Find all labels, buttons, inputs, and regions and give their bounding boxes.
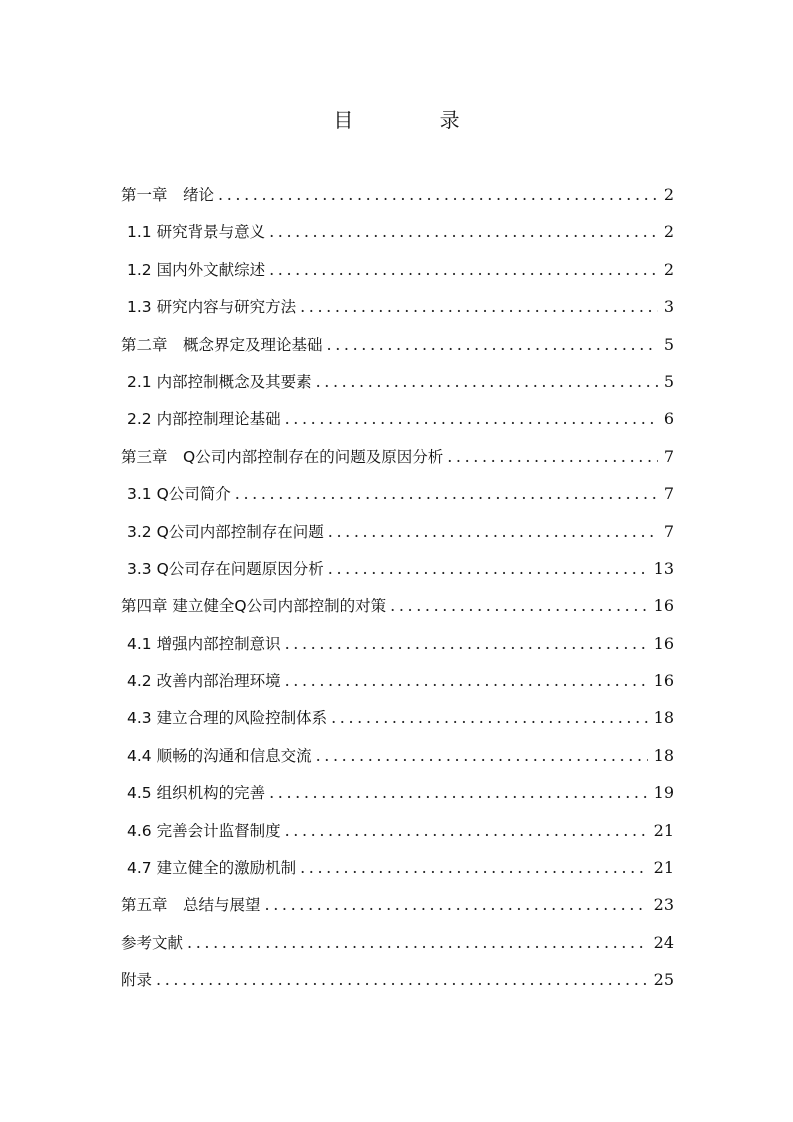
toc-entry-label: 第五章 总结与展望 — [121, 896, 261, 915]
toc-entry-label: 1.3 研究内容与研究方法 — [127, 298, 297, 317]
toc-dot-leader — [156, 961, 648, 998]
toc-page-number: 6 — [663, 409, 674, 429]
toc-entry-label: 2.2 内部控制理论基础 — [127, 410, 281, 429]
toc-dot-leader — [328, 550, 648, 587]
toc-section-entry[interactable] — [121, 812, 674, 849]
toc-dot-leader — [300, 849, 648, 886]
toc-entry-label: 2.1 内部控制概念及其要素 — [127, 372, 312, 391]
toc-entry-label: 第四章 建立健全Q公司内部控制的对策 — [121, 597, 387, 616]
toc-entry-label: 4.6 完善会计监督制度 — [127, 821, 281, 840]
toc-entry-label: 4.5 组织机构的完善 — [127, 784, 266, 803]
toc-entry-label: 参考文献 — [121, 933, 184, 952]
toc-page-number: 7 — [663, 484, 674, 504]
toc-dot-leader — [235, 475, 658, 512]
table-of-contents — [121, 176, 674, 999]
toc-dot-leader — [316, 363, 658, 400]
toc-page-number: 5 — [663, 371, 674, 391]
toc-dot-leader — [269, 251, 658, 288]
toc-page-number: 2 — [663, 259, 674, 279]
toc-dot-leader — [390, 587, 648, 624]
toc-dot-leader — [316, 737, 648, 774]
toc-dot-leader — [327, 326, 658, 363]
toc-section-entry[interactable] — [121, 699, 674, 736]
toc-chapter-entry[interactable] — [121, 924, 674, 961]
toc-dot-leader — [447, 438, 658, 475]
toc-section-entry[interactable] — [121, 550, 674, 587]
toc-page-number: 23 — [653, 895, 674, 915]
toc-section-entry[interactable] — [121, 400, 674, 437]
toc-page-number: 21 — [653, 820, 674, 840]
toc-entry-label: 4.2 改善内部治理环境 — [127, 672, 281, 691]
toc-dot-leader — [265, 886, 648, 923]
toc-section-entry[interactable] — [121, 213, 674, 250]
toc-dot-leader — [285, 812, 648, 849]
toc-entry-label: 4.3 建立合理的风险控制体系 — [127, 709, 328, 728]
toc-section-entry[interactable] — [121, 625, 674, 662]
toc-entry-label: 第二章 概念界定及理论基础 — [121, 335, 323, 354]
toc-section-entry[interactable] — [121, 251, 674, 288]
toc-entry-label: 4.1 增强内部控制意识 — [127, 634, 281, 653]
toc-dot-leader — [218, 176, 658, 213]
toc-page-number: 7 — [663, 521, 674, 541]
toc-page-number: 16 — [653, 633, 674, 653]
toc-page-number: 16 — [653, 596, 674, 616]
toc-chapter-entry[interactable] — [121, 438, 674, 475]
toc-dot-leader — [331, 699, 648, 736]
toc-chapter-entry[interactable] — [121, 587, 674, 624]
toc-chapter-entry[interactable] — [121, 326, 674, 363]
toc-entry-label: 1.1 研究背景与意义 — [127, 223, 266, 242]
toc-dot-leader — [269, 774, 648, 811]
toc-chapter-entry[interactable] — [121, 886, 674, 923]
toc-dot-leader — [328, 513, 658, 550]
toc-page-number: 13 — [653, 558, 674, 578]
toc-section-entry[interactable] — [121, 288, 674, 325]
toc-section-entry[interactable] — [121, 774, 674, 811]
toc-dot-leader — [285, 400, 658, 437]
toc-page-number: 24 — [653, 932, 674, 952]
toc-page-number: 18 — [653, 708, 674, 728]
toc-page-number: 21 — [653, 858, 674, 878]
toc-entry-label: 4.7 建立健全的激励机制 — [127, 859, 297, 878]
toc-entry-label: 第三章 Q公司内部控制存在的问题及原因分析 — [121, 447, 444, 466]
toc-page-number: 18 — [653, 745, 674, 765]
toc-entry-label: 3.3 Q公司存在问题原因分析 — [127, 559, 324, 578]
toc-entry-label: 附录 — [121, 971, 153, 990]
toc-entry-label: 3.1 Q公司简介 — [127, 485, 231, 504]
toc-section-entry[interactable] — [121, 737, 674, 774]
toc-section-entry[interactable] — [121, 662, 674, 699]
toc-page-number: 5 — [663, 334, 674, 354]
toc-entry-label: 第一章 绪论 — [121, 186, 215, 204]
toc-page-number: 19 — [653, 783, 674, 803]
toc-page-number: 3 — [663, 297, 674, 317]
toc-page-number: 7 — [663, 446, 674, 466]
toc-section-entry[interactable] — [121, 513, 674, 550]
toc-entry-label: 3.2 Q公司内部控制存在问题 — [127, 522, 324, 541]
toc-dot-leader — [187, 924, 648, 961]
toc-page-number: 25 — [653, 970, 674, 990]
toc-page-number: 16 — [653, 671, 674, 691]
toc-entry-label: 1.2 国内外文献综述 — [127, 260, 266, 279]
toc-section-entry[interactable] — [121, 363, 674, 400]
toc-dot-leader — [285, 662, 648, 699]
toc-dot-leader — [300, 288, 658, 325]
toc-entry-label: 4.4 顺畅的沟通和信息交流 — [127, 746, 312, 765]
toc-chapter-entry[interactable] — [121, 961, 674, 998]
toc-dot-leader — [269, 213, 658, 250]
toc-page-number: 2 — [663, 185, 674, 204]
toc-section-entry[interactable] — [121, 849, 674, 886]
page-title: 目 录 — [333, 108, 500, 132]
toc-dot-leader — [285, 625, 648, 662]
toc-page-number: 2 — [663, 222, 674, 242]
toc-chapter-entry[interactable] — [121, 176, 674, 213]
toc-section-entry[interactable] — [121, 475, 674, 512]
